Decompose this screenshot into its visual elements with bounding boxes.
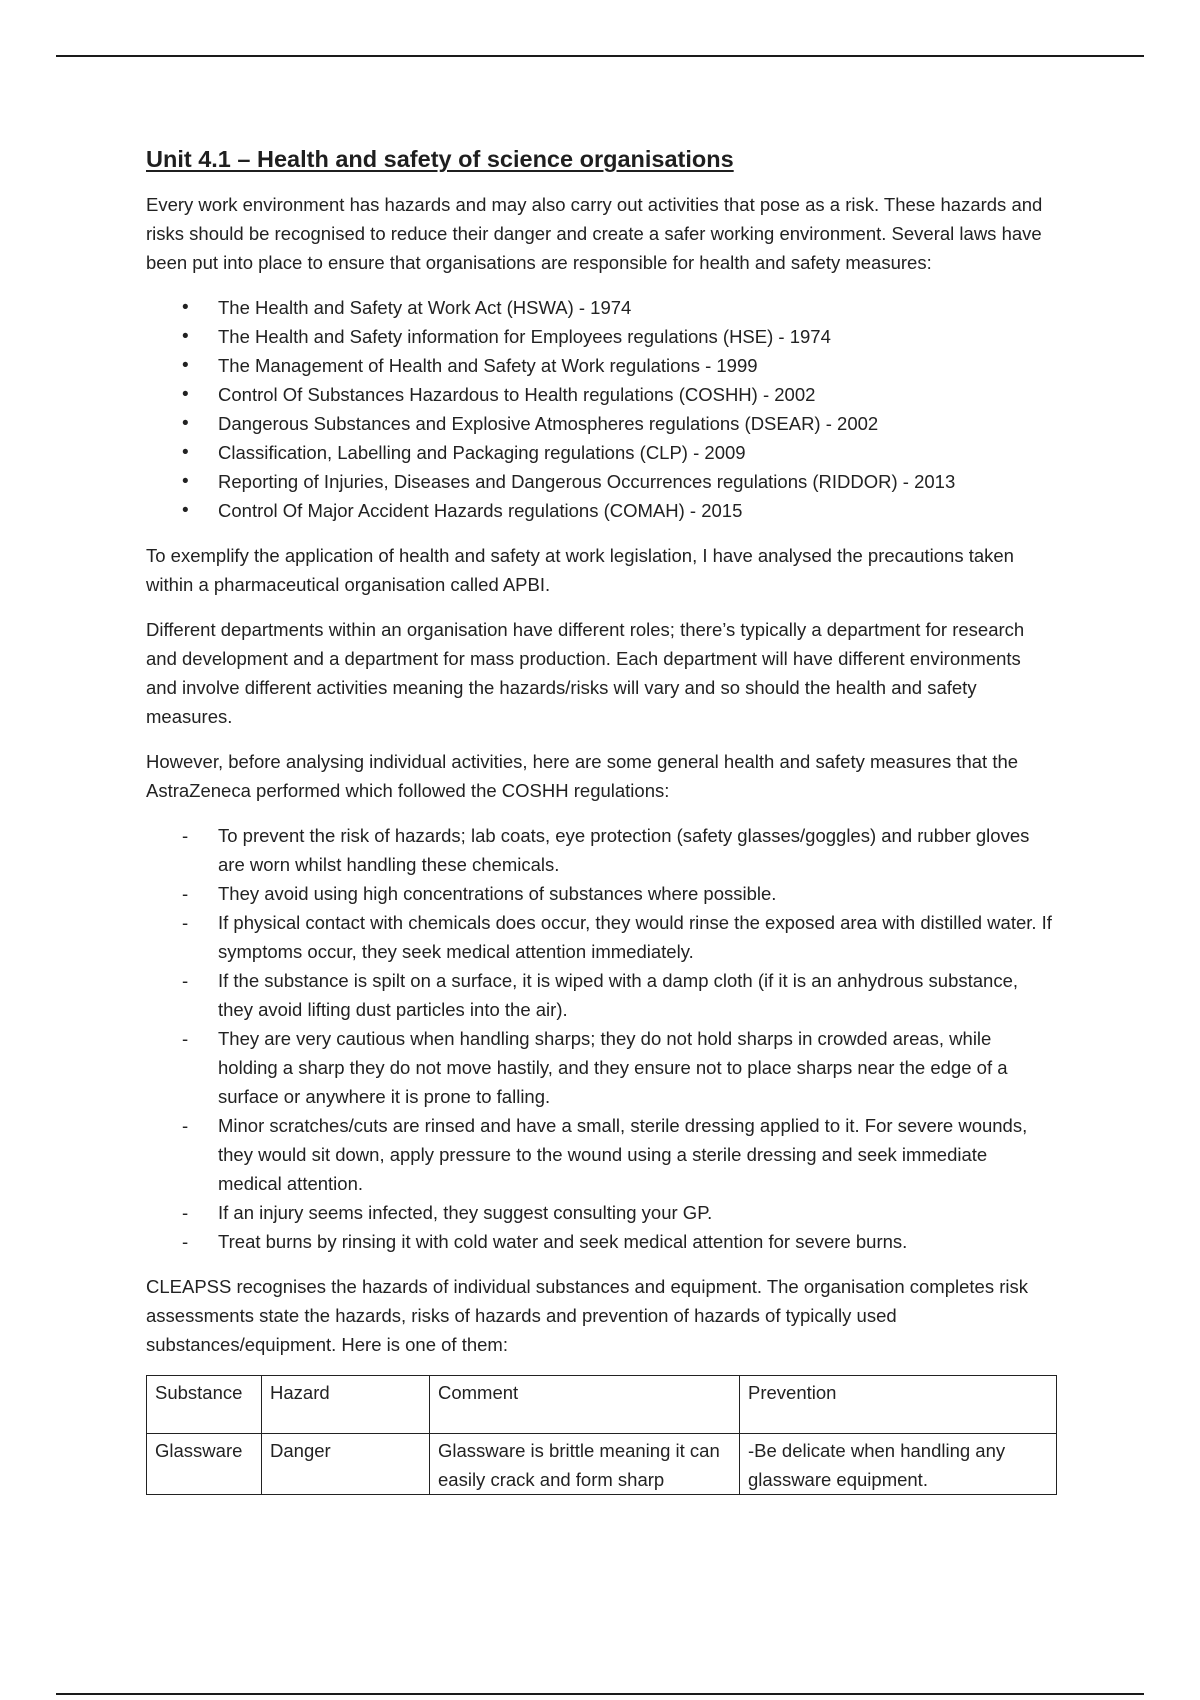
legislation-list	[146, 293, 1056, 525]
list-item	[146, 438, 1056, 467]
list-item-text: Dangerous Substances and Explosive Atmospheres regulations (DSEAR) - 2002	[218, 413, 879, 434]
cell-substance	[147, 1434, 262, 1495]
list-item-text: To prevent the risk of hazards; lab coats, eye protection (safety glasses/goggles) and rubber gloves are worn whilst handling these chemicals.	[218, 825, 1030, 875]
list-item	[146, 351, 1056, 380]
document-title: Unit 4.1 – Health and safety of science organisations	[146, 146, 734, 172]
dash-marker: -	[182, 825, 189, 846]
list-item	[146, 1111, 1056, 1198]
list-item-text: If an injury seems infected, they suggest consulting your GP.	[218, 1202, 713, 1223]
list-item-text: Control Of Substances Hazardous to Health regulations (COSHH) - 2002	[218, 384, 816, 405]
intro-paragraph: Every work environment has hazards and may also carry out activities that pose as a risk. These hazards and risks should be recognised to reduce their danger and create a safer working environment. Several laws have been put into place to ensure that organisations are responsible for health and safety measures:	[146, 194, 1043, 273]
column-header-hazard: Hazard	[262, 1376, 430, 1434]
list-item-text: They are very cautious when handling sharps; they do not hold sharps in crowded areas, while holding a sharp they do not move hastily, and they ensure not to place sharps near the edge of a surface or anywhere it is prone to falling.	[218, 1028, 1008, 1107]
list-item	[146, 879, 1056, 908]
list-item-text: If the substance is spilt on a surface, it is wiped with a damp cloth (if it is an anhydrous substance, they avoid lifting dust particles into the air).	[218, 970, 1019, 1020]
list-item-text: The Health and Safety information for Employees regulations (HSE) - 1974	[218, 326, 831, 347]
column-header-comment: Comment	[430, 1376, 740, 1434]
list-item	[146, 496, 1056, 525]
cell-comment	[430, 1434, 740, 1495]
list-item-text: Reporting of Injuries, Diseases and Dangerous Occurrences regulations (RIDDOR) - 2013	[218, 471, 956, 492]
bullet-marker: •	[182, 297, 189, 318]
dash-marker: -	[182, 970, 189, 991]
dash-marker: -	[182, 883, 189, 904]
list-item	[146, 1227, 1056, 1256]
departments-paragraph: Different departments within an organisation have different roles; there’s typically a department for research and development and a department for mass production. Each department will have different environments and involve different activities meaning the hazards/risks will vary and so should the health and safety measures.	[146, 619, 1025, 727]
bullet-marker: •	[182, 471, 189, 492]
cell-text: Danger	[270, 1440, 331, 1461]
bullet-marker: •	[182, 355, 189, 376]
cell-text: Glassware is brittle meaning it can easily crack and form sharp	[438, 1440, 720, 1490]
list-item	[146, 966, 1056, 1024]
list-item	[146, 821, 1056, 879]
list-item-text: Treat burns by rinsing it with cold water and seek medical attention for severe burns.	[218, 1231, 908, 1252]
list-item-text: Classification, Labelling and Packaging regulations (CLP) - 2009	[218, 442, 746, 463]
bullet-marker: •	[182, 500, 189, 521]
bullet-marker: •	[182, 384, 189, 405]
measures-list	[146, 821, 1056, 1256]
list-item-text: Control Of Major Accident Hazards regulations (COMAH) - 2015	[218, 500, 743, 521]
bullet-marker: •	[182, 326, 189, 347]
list-item-text: Minor scratches/cuts are rinsed and have a small, sterile dressing applied to it. For severe wounds, they would sit down, apply pressure to the wound using a sterile dressing and seek immediate medical attention.	[218, 1115, 1028, 1194]
list-item	[146, 1024, 1056, 1111]
dash-marker: -	[182, 1202, 189, 1223]
table-header-row	[147, 1376, 1057, 1434]
table-row	[147, 1434, 1057, 1495]
list-item	[146, 322, 1056, 351]
list-item-text: The Management of Health and Safety at Work regulations - 1999	[218, 355, 758, 376]
list-item-text: If physical contact with chemicals does occur, they would rinse the exposed area with distilled water. If symptoms occur, they seek medical attention immediately.	[218, 912, 1052, 962]
list-item-text: They avoid using high concentrations of substances where possible.	[218, 883, 777, 904]
list-item	[146, 293, 1056, 322]
bullet-marker: •	[182, 442, 189, 463]
dash-marker: -	[182, 912, 189, 933]
dash-marker: -	[182, 1231, 189, 1252]
footer-rule	[56, 1693, 1144, 1695]
dash-marker: -	[182, 1115, 189, 1136]
header-rule	[56, 55, 1144, 57]
column-header-substance: Substance	[147, 1376, 262, 1434]
risk-assessment-table	[146, 1375, 1057, 1495]
exemplify-paragraph: To exemplify the application of health and safety at work legislation, I have analysed the precautions taken within a pharmaceutical organisation called APBI.	[146, 545, 1014, 595]
list-item-text: The Health and Safety at Work Act (HSWA) - 1974	[218, 297, 632, 318]
cell-hazard	[262, 1434, 430, 1495]
list-item	[146, 1198, 1056, 1227]
dash-marker: -	[182, 1028, 189, 1049]
cell-text: -Be delicate when handling any glassware equipment.	[748, 1440, 1006, 1490]
however-paragraph: However, before analysing individual activities, here are some general health and safety measures that the AstraZeneca performed which followed the COSHH regulations:	[146, 751, 1019, 801]
column-header-prevention: Prevention	[740, 1376, 1057, 1434]
cell-text: Glassware	[155, 1440, 243, 1461]
list-item	[146, 380, 1056, 409]
cleapss-paragraph: CLEAPSS recognises the hazards of individual substances and equipment. The organisation completes risk assessments state the hazards, risks of hazards and prevention of hazards of typically used substances/equipment. Here is one of them:	[146, 1276, 1028, 1355]
bullet-marker: •	[182, 413, 189, 434]
list-item	[146, 409, 1056, 438]
list-item	[146, 908, 1056, 966]
cell-prevention	[740, 1434, 1057, 1495]
document-body	[146, 144, 1056, 1495]
list-item	[146, 467, 1056, 496]
